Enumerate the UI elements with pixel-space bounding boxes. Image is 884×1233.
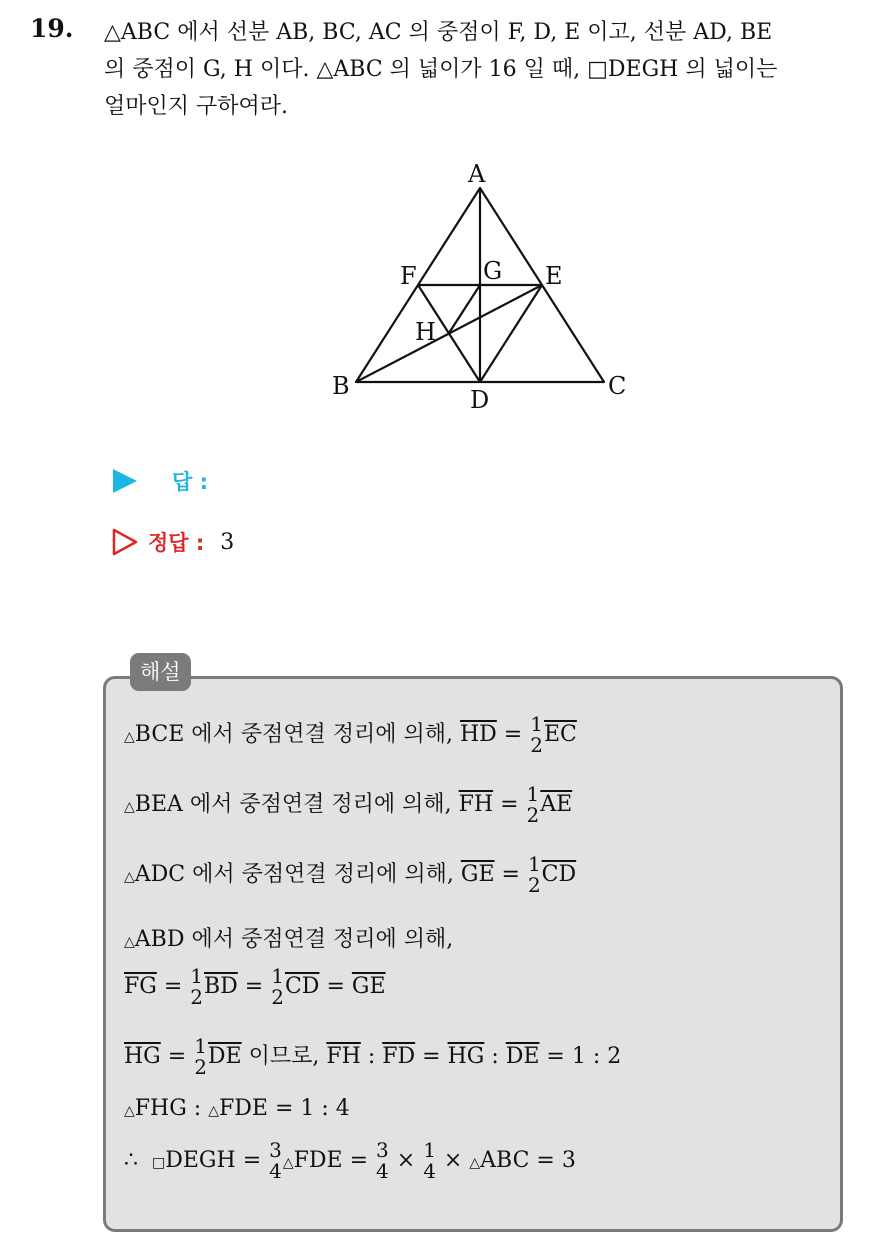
triangle-name: ABC (480, 1148, 530, 1173)
solution-text: BCE 에서 중점연결 정리에 의해, (134, 722, 460, 747)
result-value: 3 (561, 1148, 576, 1173)
solution-line-6: $\overline{HG}$ = 1 2 $\overline{DE}$ 이므로, $\overline{FH}$ : $\overline{FD} = \overline{HG}$ : $\overline{DE} = 1$ : 2 (124, 1034, 622, 1079)
question-line: △ABC 에서 선분 AB, BC, AC 의 중점이 F, D, E 이고, 선분 AD, BE (104, 20, 773, 45)
fraction: 1 2 (527, 852, 541, 897)
label-f: F (400, 262, 417, 290)
segment: $\overline{DE}$ (207, 1044, 242, 1069)
label-g: G (483, 257, 503, 285)
segment: $\overline{GE}$ (351, 974, 386, 999)
segment: $\overline{EC}$ (543, 722, 577, 747)
segment: $\overline{AE}$ (540, 792, 573, 817)
fraction: 1 2 (530, 712, 543, 757)
quad-name: DEGH (165, 1148, 236, 1173)
triangle-figure (320, 160, 650, 420)
segment: $\overline{HG}$ (124, 1044, 161, 1069)
play-outline-icon (112, 528, 138, 556)
triangle-symbol: △ (469, 1155, 481, 1171)
segment: $\overline{CD}$ (284, 974, 320, 999)
solution-line-7: △FHG : △FDE = 1 : 4 (124, 1096, 350, 1121)
answer-prompt-row (112, 466, 208, 496)
label-a: A (468, 160, 486, 188)
label-h: H (415, 318, 436, 346)
segment-be (356, 285, 542, 382)
triangle-name: FHG (134, 1096, 187, 1121)
correct-answer-label: 정답 : (148, 531, 205, 555)
question-text (104, 14, 864, 125)
fraction: 3 4 (376, 1138, 389, 1183)
label-c: C (608, 372, 627, 400)
correct-answer-value: 3 (220, 529, 235, 555)
solution-line-3: △ADC 에서 중점연결 정리에 의해, $\overline{GE}$ = 1 2 $\overline{CD}$ (124, 852, 577, 897)
solution-tab: 해설 (130, 653, 191, 691)
solution-text: BEA 에서 중점연결 정리에 의해, (134, 792, 459, 817)
fraction: 1 2 (190, 964, 203, 1009)
ratio: 1 : 2 (571, 1044, 622, 1069)
segment: $\overline{DE}$ (505, 1044, 540, 1069)
segment: $\overline{FH}$ (326, 1044, 361, 1069)
label-d: D (470, 386, 490, 414)
therefore-symbol: ∴ (124, 1148, 138, 1173)
triangle-name: FDE (219, 1096, 268, 1121)
question-line: 의 중점이 G, H 이다. △ABC 의 넓이가 16 일 때, □DEGH 의 넓이는 (104, 57, 778, 82)
solution-text: ADC 에서 중점연결 정리에 의해, (134, 862, 461, 887)
segment: $\overline{GE}$ (460, 862, 495, 887)
solution-text: 이므로, (241, 1044, 327, 1069)
triangle-symbol: △ (124, 869, 135, 885)
solution-line-8: ∴ □DEGH = 3 4 △FDE = 3 4 × 1 4 × △ABC = 3 (124, 1138, 576, 1183)
square-symbol: □ (152, 1155, 166, 1171)
solution-line-2: △BEA 에서 중점연결 정리에 의해, $\overline{FH}$ = 1 2 $\overline{AE}$ (124, 782, 573, 827)
solution-line-4 (124, 922, 453, 953)
triangle-symbol: △ (208, 1103, 219, 1119)
triangle-symbol: △ (124, 934, 135, 950)
segment: $\overline{HD}$ (459, 722, 497, 747)
question-number: 19. (30, 14, 74, 43)
segment: $\overline{HG}$ (447, 1044, 485, 1069)
correct-answer-row (112, 527, 234, 557)
triangle-name: FDE (293, 1148, 343, 1173)
segment: $\overline{FH}$ (458, 792, 494, 817)
segment: $\overline{BD}$ (204, 974, 238, 999)
question-line: 얼마인지 구하여라. (104, 94, 289, 119)
segment-ed (480, 285, 542, 382)
ratio: 1 : 4 (300, 1096, 350, 1121)
triangle-symbol: △ (124, 799, 135, 815)
segment: $\overline{CD}$ (541, 862, 577, 887)
answer-prompt-label: 답 : (172, 470, 208, 494)
fraction: 1 4 (423, 1138, 436, 1183)
solution-line-5: $\overline{FG}$ = 1 2 $\overline{BD}$ = 1 2 $\overline{CD} = \overline{GE}$ (124, 964, 386, 1009)
label-b: B (332, 372, 350, 400)
solution-text: ABD 에서 중점연결 정리에 의해, (134, 927, 454, 952)
segment: $\overline{FD}$ (382, 1044, 416, 1069)
triangle-symbol: △ (282, 1155, 294, 1171)
fraction: 3 4 (269, 1138, 282, 1183)
triangle-diagram (320, 160, 650, 420)
fraction: 1 2 (526, 782, 540, 827)
triangle-symbol: △ (124, 729, 135, 745)
fraction: 1 2 (271, 964, 284, 1009)
fraction: 1 2 (194, 1034, 207, 1079)
solution-line-1: △BCE 에서 중점연결 정리에 의해, $\overline{HD}$ = 1 2 $\overline{EC}$ (124, 712, 577, 757)
segment: $\overline{FG}$ (124, 974, 157, 999)
triangle-symbol: △ (124, 1103, 135, 1119)
play-filled-icon (112, 468, 138, 494)
label-e: E (545, 262, 563, 290)
